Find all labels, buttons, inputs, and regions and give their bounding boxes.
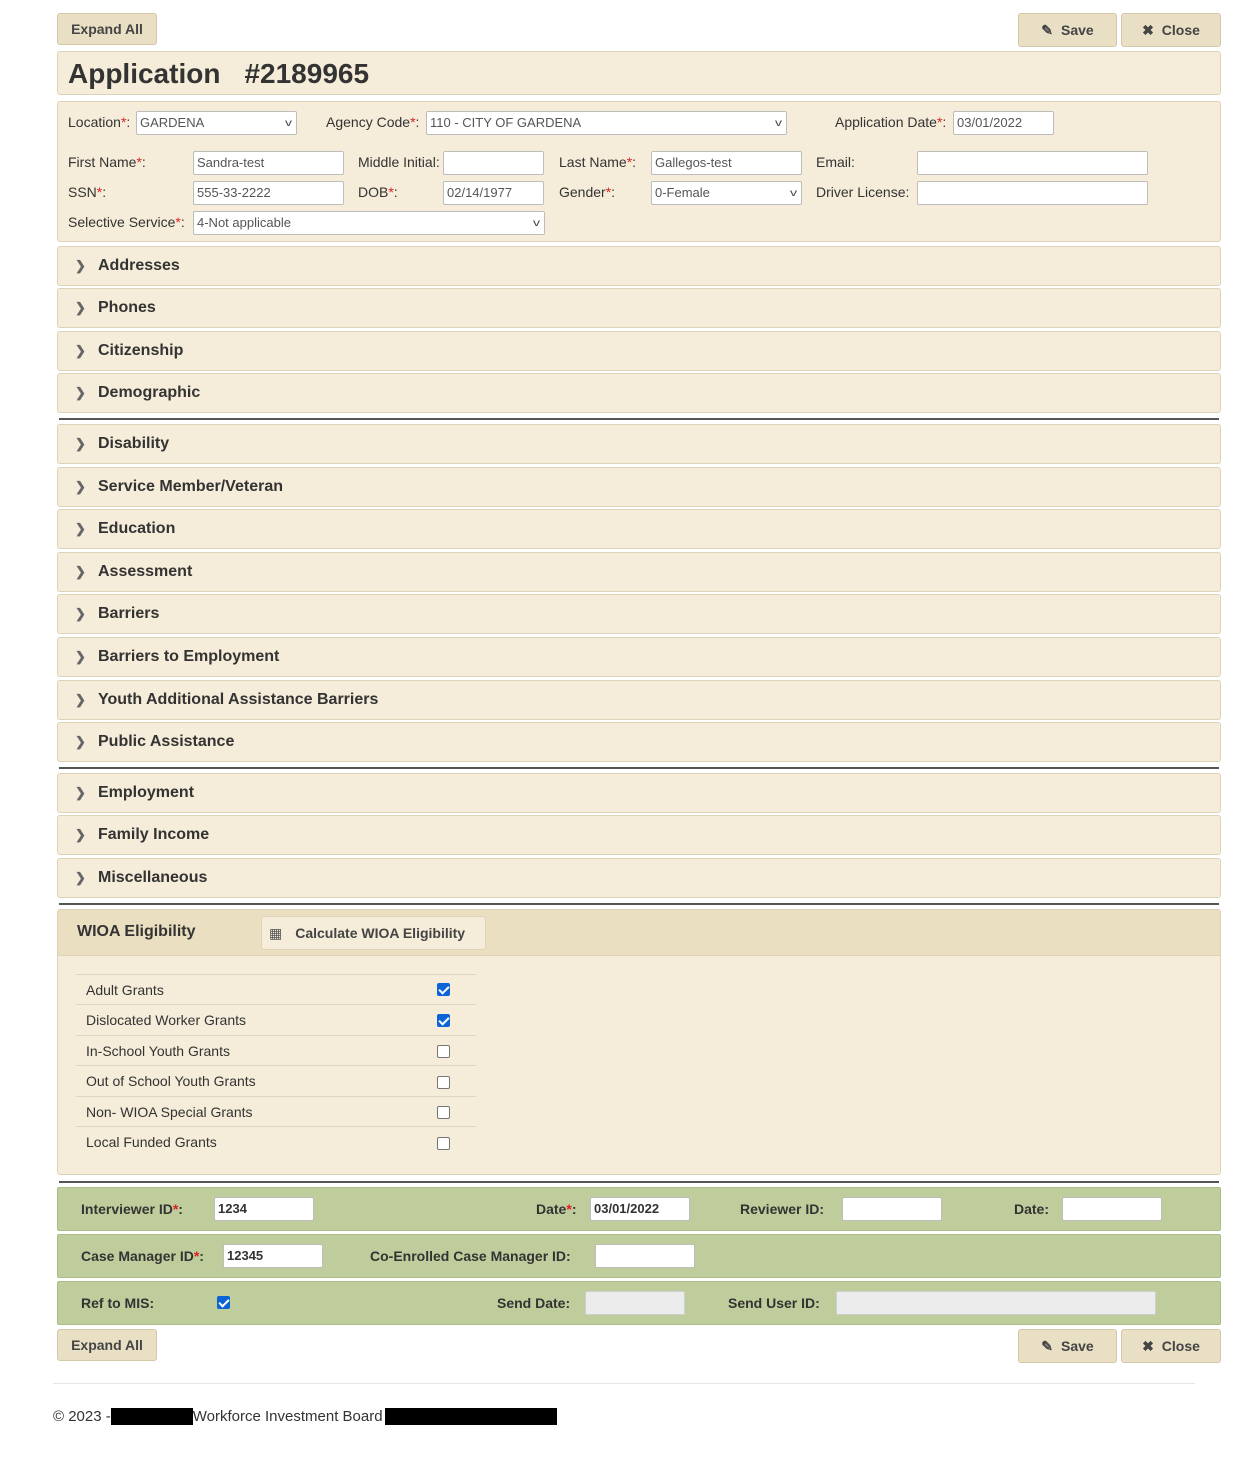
section-disability[interactable] [57, 424, 1221, 464]
title-panel [57, 51, 1221, 95]
section-education[interactable] [57, 509, 1221, 549]
section-title: Youth Additional Assistance Barriers [98, 691, 379, 708]
chevron-right-icon: ❯ [75, 827, 86, 842]
co-enrolled-case-manager-label: Co-Enrolled Case Manager ID: [370, 1248, 571, 1264]
application-date-input[interactable]: 03/01/2022 [953, 111, 1054, 135]
section-title: Family Income [98, 826, 210, 843]
local-funded-grants-checkbox[interactable] [437, 1137, 450, 1150]
redacted-block [111, 1408, 193, 1425]
review-date-input[interactable] [1062, 1197, 1162, 1221]
section-family-income[interactable] [57, 815, 1221, 855]
grant-row [76, 1035, 476, 1065]
section-title: Phones [98, 299, 156, 316]
calculator-icon: ▦ [269, 924, 283, 941]
expand-all-button-bottom[interactable] [57, 1329, 157, 1361]
chevron-right-icon: ❯ [75, 258, 86, 273]
dislocated-worker-grants-checkbox[interactable] [437, 1014, 450, 1027]
last-name-label: Last Name*: [559, 154, 637, 170]
divider [59, 418, 1219, 420]
close-button[interactable] [1121, 13, 1221, 47]
close-icon: ✖ [1142, 21, 1154, 38]
location-select[interactable] [136, 111, 297, 135]
chevron-right-icon: ❯ [75, 564, 86, 579]
pencil-icon: ✎ [1041, 1337, 1054, 1354]
expand-all-button[interactable] [57, 13, 157, 45]
save-button-bottom[interactable] [1018, 1329, 1117, 1363]
gender-label: Gender*: [559, 184, 616, 200]
ref-to-mis-label: Ref to MIS: [81, 1295, 155, 1311]
email-label: Email: [816, 154, 855, 170]
case-manager-id-label: Case Manager ID*: [81, 1248, 204, 1264]
organization-name: Workforce Investment Board [192, 1407, 383, 1425]
grant-row [76, 974, 476, 1004]
send-user-id-input [836, 1291, 1156, 1315]
section-phones[interactable] [57, 288, 1221, 328]
grant-row [76, 1004, 476, 1034]
gender-select[interactable] [651, 181, 802, 205]
section-service-member-veteran[interactable] [57, 467, 1221, 507]
driver-license-input[interactable] [917, 181, 1148, 205]
section-youth-additional-assistance-barriers[interactable] [57, 680, 1221, 720]
page-title [68, 58, 369, 90]
selective-service-select[interactable] [193, 211, 545, 235]
save-label: Save [1061, 22, 1094, 38]
section-title: Citizenship [98, 342, 184, 359]
calculate-wioa-button[interactable] [261, 916, 486, 950]
case-manager-id-input[interactable]: 12345 [223, 1244, 323, 1268]
selective-service-label: Selective Service*: [68, 214, 185, 230]
copyright-text: © 2023 - [53, 1407, 111, 1425]
section-barriers[interactable] [57, 594, 1221, 634]
adult-grants-checkbox[interactable] [437, 983, 450, 996]
interviewer-id-label: Interviewer ID*: [81, 1201, 183, 1217]
section-title: Employment [98, 784, 195, 801]
section-title: Assessment [98, 563, 193, 580]
chevron-down-icon: v [775, 118, 782, 129]
chevron-down-icon: v [285, 118, 292, 129]
section-miscellaneous[interactable] [57, 858, 1221, 898]
first-name-input[interactable]: Sandra-test [193, 151, 344, 175]
pencil-icon: ✎ [1041, 21, 1054, 38]
ssn-label: SSN*: [68, 184, 107, 200]
section-barriers-to-employment[interactable] [57, 637, 1221, 677]
section-assessment[interactable] [57, 552, 1221, 592]
in-school-youth-grants-checkbox[interactable] [437, 1045, 450, 1058]
section-title: Service Member/Veteran [98, 478, 283, 495]
middle-initial-label: Middle Initial: [358, 154, 440, 170]
chevron-right-icon: ❯ [75, 649, 86, 664]
grant-row [76, 1096, 476, 1126]
interviewer-id-input[interactable]: 1234 [214, 1197, 314, 1221]
agency-code-select[interactable] [426, 111, 787, 135]
close-label: Close [1161, 1338, 1200, 1354]
section-title: Miscellaneous [98, 869, 208, 886]
divider [59, 1181, 1219, 1183]
chevron-right-icon: ❯ [75, 606, 86, 621]
section-citizenship[interactable] [57, 331, 1221, 371]
first-name-label: First Name*: [68, 154, 146, 170]
section-title: Barriers to Employment [98, 648, 280, 665]
section-employment[interactable] [57, 773, 1221, 813]
save-button[interactable] [1018, 13, 1117, 47]
gender-value: 0-Female [655, 185, 710, 200]
co-enrolled-case-manager-input[interactable] [595, 1244, 695, 1268]
grant-row [76, 1065, 476, 1095]
footer [53, 1406, 557, 1426]
chevron-right-icon: ❯ [75, 734, 86, 749]
driver-license-label: Driver License: [816, 184, 910, 200]
grant-label: Non- WIOA Special Grants [86, 1104, 253, 1120]
date-label: Date*: [536, 1201, 577, 1217]
section-title: Demographic [98, 384, 201, 401]
agency-code-label: Agency Code*: [326, 114, 420, 130]
section-title: Addresses [98, 257, 180, 274]
send-user-id-label: Send User ID: [728, 1295, 820, 1311]
calculate-wioa-label: Calculate WIOA Eligibility [295, 925, 466, 941]
reviewer-id-label: Reviewer ID: [740, 1201, 825, 1217]
section-addresses[interactable] [57, 246, 1221, 286]
section-title: Education [98, 520, 176, 537]
grant-row [76, 1126, 476, 1156]
chevron-right-icon: ❯ [75, 785, 86, 800]
section-title: Public Assistance [98, 733, 235, 750]
chevron-right-icon: ❯ [75, 343, 86, 358]
dob-input[interactable]: 02/14/1977 [443, 181, 544, 205]
email-input[interactable] [917, 151, 1148, 175]
chevron-right-icon: ❯ [75, 300, 86, 315]
section-demographic[interactable] [57, 373, 1221, 413]
location-label: Location*: [68, 114, 131, 130]
chevron-down-icon: v [790, 188, 797, 199]
interview-date-input[interactable]: 03/01/2022 [590, 1197, 690, 1221]
expand-all-label: Expand All [71, 21, 143, 37]
send-date-label: Send Date: [497, 1295, 571, 1311]
out-of-school-youth-grants-checkbox[interactable] [437, 1076, 450, 1089]
case-manager-row [57, 1234, 1221, 1278]
ref-to-mis-checkbox[interactable] [217, 1296, 230, 1309]
applicant-form [57, 101, 1221, 242]
application-date-label: Application Date*: [835, 114, 947, 130]
redacted-block [385, 1408, 557, 1425]
chevron-right-icon: ❯ [75, 870, 86, 885]
chevron-right-icon: ❯ [75, 521, 86, 536]
grant-label: Out of School Youth Grants [86, 1073, 256, 1089]
grant-label: In-School Youth Grants [86, 1043, 230, 1059]
grant-label: Adult Grants [86, 982, 164, 998]
divider [59, 767, 1219, 769]
ref-to-mis-row [57, 1281, 1221, 1325]
chevron-right-icon: ❯ [75, 436, 86, 451]
divider [59, 903, 1219, 905]
last-name-input[interactable]: Gallegos-test [651, 151, 802, 175]
chevron-right-icon: ❯ [75, 479, 86, 494]
dob-label: DOB*: [358, 184, 398, 200]
grant-label: Dislocated Worker Grants [86, 1012, 247, 1028]
footer-divider [53, 1383, 1195, 1384]
close-label: Close [1161, 22, 1200, 38]
interviewer-row [57, 1187, 1221, 1231]
review-date-label: Date: [1014, 1201, 1050, 1217]
application-number: #2189965 [244, 58, 370, 89]
send-date-input [585, 1291, 685, 1315]
middle-initial-input[interactable] [443, 151, 544, 175]
chevron-down-icon: v [533, 218, 540, 229]
location-value: GARDENA [140, 115, 205, 130]
chevron-right-icon: ❯ [75, 385, 86, 400]
non-wioa-special-grants-checkbox[interactable] [437, 1106, 450, 1119]
reviewer-id-input[interactable] [842, 1197, 942, 1221]
section-public-assistance[interactable] [57, 722, 1221, 762]
agency-code-value: 110 - CITY OF GARDENA [430, 115, 582, 130]
grant-label: Local Funded Grants [86, 1134, 217, 1150]
ssn-input[interactable]: 555-33-2222 [193, 181, 344, 205]
close-icon: ✖ [1142, 1337, 1154, 1354]
expand-all-label: Expand All [71, 1337, 143, 1353]
wioa-header [58, 910, 1221, 956]
save-label: Save [1061, 1338, 1094, 1354]
section-title: Disability [98, 435, 170, 452]
title-text: Application [68, 58, 221, 89]
selective-service-value: 4-Not applicable [197, 215, 291, 230]
close-button-bottom[interactable] [1121, 1329, 1221, 1363]
chevron-right-icon: ❯ [75, 692, 86, 707]
section-title: Barriers [98, 605, 160, 622]
wioa-title: WIOA Eligibility [77, 923, 196, 940]
